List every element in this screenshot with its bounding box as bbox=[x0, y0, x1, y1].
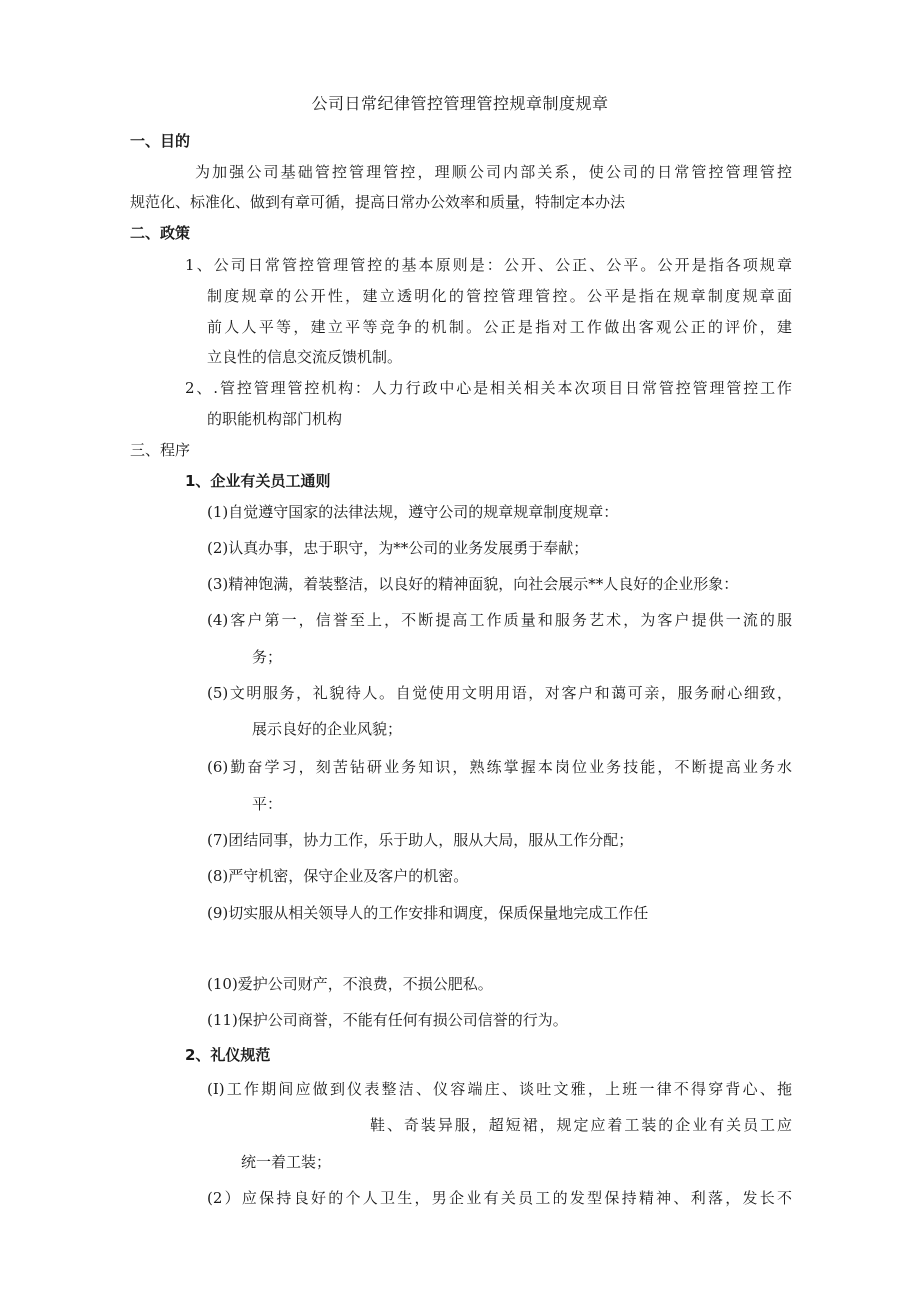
subsection-heading-etiquette: 2、礼仪规范 bbox=[185, 1046, 271, 1064]
rule-11: (11)保护公司商誉，不能有任何有损公司信誉的行为。 bbox=[207, 1011, 568, 1029]
etiquette-1-line-2: 鞋、奇装异服，超短裙，规定应着工装的企业有关员工应 bbox=[370, 1116, 792, 1134]
rule-6-line-2: 平： bbox=[252, 795, 283, 813]
policy-item2-line-1: 2、.管控管理管控机构：人力行政中心是相关相关本次项目日常管控管理管控工作 bbox=[185, 379, 792, 397]
policy-item1-line-1: 1、公司日常管控管理管控的基本原则是：公开、公正、公平。公开是指各项规章 bbox=[185, 256, 792, 274]
rule-5-line-1: (5)文明服务，礼貌待人。自觉使用文明用语，对客户和蔼可亲，服务耐心细致， bbox=[207, 684, 792, 702]
policy-item1-line-3: 前人人平等，建立平等竞争的机制。公正是指对工作做出客观公正的评价，建 bbox=[207, 318, 792, 336]
rule-2: (2)认真办事，忠于职守，为**公司的业务发展勇于奉献； bbox=[207, 539, 589, 557]
rule-10: (10)爱护公司财产，不浪费，不损公肥私。 bbox=[207, 975, 493, 993]
etiquette-1-line-1: (I)工作期间应做到仪表整洁、仪容端庄、谈吐文雅，上班一律不得穿背心、拖 bbox=[207, 1080, 792, 1098]
purpose-line-2: 规范化、标准化、做到有章可循，提高日常办公效率和质量，特制定本办法 bbox=[130, 193, 626, 211]
section-heading-purpose: 一、目的 bbox=[130, 132, 191, 150]
rule-9: (9)切实服从相关领导人的工作安排和调度，保质保量地完成工作任 bbox=[207, 904, 649, 922]
rule-1: (1)自觉遵守国家的法律法规，遵守公司的规章规章制度规章： bbox=[207, 503, 619, 521]
rule-4-line-2: 务； bbox=[252, 648, 283, 666]
document-title: 公司日常纪律管控管理管控规章制度规章 bbox=[311, 94, 609, 113]
section-heading-policy: 二、政策 bbox=[130, 224, 191, 242]
etiquette-1-line-3: 统一着工装； bbox=[241, 1153, 332, 1171]
etiquette-2-line-1: (2）应保持良好的个人卫生，男企业有关员工的发型保持精神、利落，发长不 bbox=[207, 1189, 792, 1207]
policy-item1-line-2: 制度规章的公开性，建立透明化的管控管理管控。公平是指在规章制度规章面 bbox=[207, 287, 792, 305]
section-heading-procedure: 三、程序 bbox=[130, 441, 191, 459]
rule-3: (3)精神饱满，着装整洁，以良好的精神面貌，向社会展示**人良好的企业形象： bbox=[207, 575, 739, 593]
rule-8: (8)严守机密，保守企业及客户的机密。 bbox=[207, 867, 469, 885]
policy-item1-line-4: 立良性的信息交流反馈机制。 bbox=[207, 348, 403, 366]
rule-4-line-1: (4)客户第一，信誉至上，不断提高工作质量和服务艺术，为客户提供一流的服 bbox=[207, 611, 792, 629]
subsection-heading-general-rules: 1、企业有关员工通则 bbox=[185, 472, 331, 490]
rule-5-line-2: 展示良好的企业风貌； bbox=[252, 720, 403, 738]
rule-6-line-1: (6)勤奋学习，刻苦钻研业务知识，熟练掌握本岗位业务技能，不断提高业务水 bbox=[207, 758, 792, 776]
policy-item2-line-2: 的职能机构部门机构 bbox=[207, 410, 343, 428]
rule-7: (7)团结同事，协力工作，乐于助人，服从大局，服从工作分配； bbox=[207, 831, 634, 849]
purpose-line-1: 为加强公司基础管控管理管控，理顺公司内部关系，使公司的日常管控管理管控 bbox=[195, 163, 792, 181]
